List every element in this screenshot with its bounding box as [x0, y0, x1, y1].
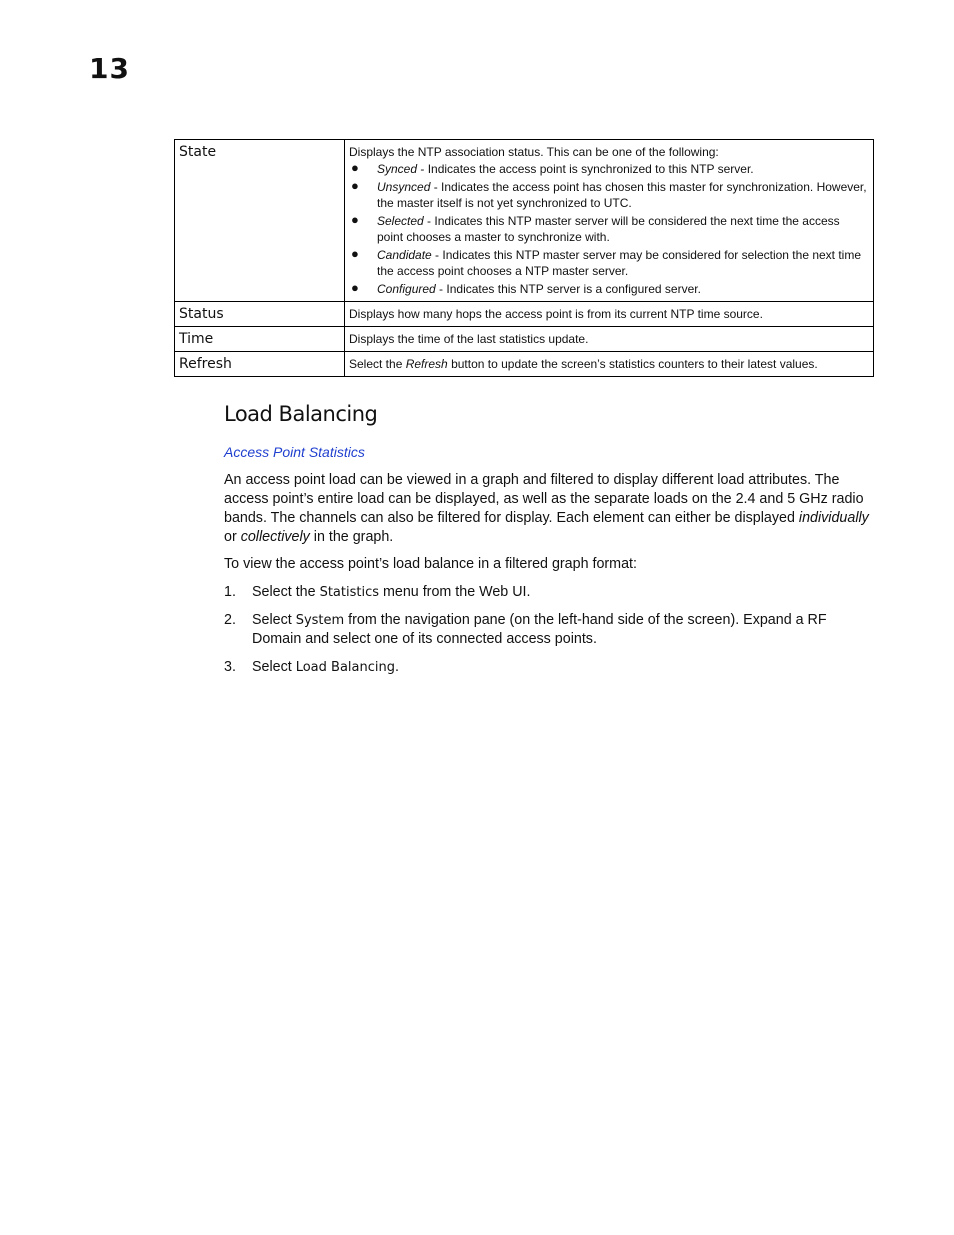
param-description [345, 140, 874, 302]
option-text: - Indicates the access point is synchronized to this NTP server. [417, 162, 754, 176]
table-row [175, 302, 874, 327]
step-number: 2. [224, 612, 236, 628]
description-intro: Displays the NTP association status. This can be one of the following: [349, 145, 719, 159]
para-text: in the graph. [309, 529, 394, 545]
list-item [224, 611, 864, 649]
option-text: - Indicates the access point has chosen this master for synchronization. However, the master itself is not yet synchronized to UTC. [377, 180, 867, 210]
step-text: menu from the Web UI. [379, 584, 531, 600]
bullet-icon: ● [351, 160, 359, 175]
list-item [224, 583, 864, 602]
option-list [349, 161, 867, 297]
bullet-icon: ● [351, 280, 359, 295]
option-term: Selected [377, 214, 424, 228]
param-description [345, 352, 874, 377]
bullet-icon: ● [351, 246, 359, 261]
param-description: Displays how many hops the access point is from its current NTP time source. [345, 302, 874, 327]
cross-reference-link[interactable]: Access Point Statistics [224, 444, 365, 460]
para-emphasis: individually [798, 510, 869, 526]
step-text: Select [252, 612, 296, 628]
bullet-icon: ● [351, 178, 359, 193]
desc-emphasis: Refresh [405, 357, 448, 371]
step-number: 3. [224, 659, 236, 675]
param-name: State [175, 140, 345, 302]
list-item [224, 658, 864, 677]
param-description: Displays the time of the last statistics update. [345, 327, 874, 352]
parameter-table [174, 139, 874, 377]
option-term: Synced [377, 162, 418, 176]
ui-label: System [295, 613, 345, 628]
bullet-icon: ● [351, 212, 359, 227]
option-text: - Indicates this NTP master server will be considered the next time the access point chooses a master to synchronize with. [377, 214, 840, 244]
chapter-number: 13 [89, 52, 130, 85]
option-text: - Indicates this NTP master server may be considered for selection the next time the access point chooses a NTP master server. [377, 248, 862, 278]
option-term: Candidate [377, 248, 432, 262]
param-name: Status [175, 302, 345, 327]
ui-label: Load Balancing [295, 660, 395, 675]
option-term: Configured [377, 282, 436, 296]
list-item [349, 247, 867, 279]
param-name: Refresh [175, 352, 345, 377]
para-emphasis: collectively [240, 529, 310, 545]
step-text: Select [252, 659, 296, 675]
desc-text: button to update the screen’s statistics counters to their latest values. [447, 357, 818, 371]
section-title: Load Balancing [224, 402, 378, 426]
option-term: Unsynced [377, 180, 431, 194]
steps-intro: To view the access point’s load balance in a filtered graph format: [224, 556, 637, 572]
table-row [175, 327, 874, 352]
procedure-steps [224, 583, 864, 686]
step-number: 1. [224, 584, 236, 600]
list-item [349, 213, 867, 245]
table-row [175, 140, 874, 302]
param-name: Time [175, 327, 345, 352]
desc-text: Select the [349, 357, 406, 371]
step-text: . [395, 659, 399, 675]
step-text: from the navigation pane (on the left-hand side of the screen). Expand a RF Domain and select one of its connected access points. [252, 612, 827, 647]
para-text: An access point load can be viewed in a graph and filtered to display different load attributes. The access point’s entire load can be displayed, as well as the separate loads on the 2.4 and 5 GHz radio bands. The channels can also be filtered for display. Each element can either be displayed [224, 472, 864, 526]
intro-paragraph [224, 471, 869, 547]
table-row [175, 352, 874, 377]
list-item [349, 281, 867, 297]
option-text: - Indicates this NTP server is a configured server. [435, 282, 701, 296]
list-item [349, 179, 867, 211]
para-text: or [224, 529, 241, 545]
list-item [349, 161, 867, 177]
step-text: Select the [252, 584, 320, 600]
ui-label: Statistics [319, 585, 379, 600]
